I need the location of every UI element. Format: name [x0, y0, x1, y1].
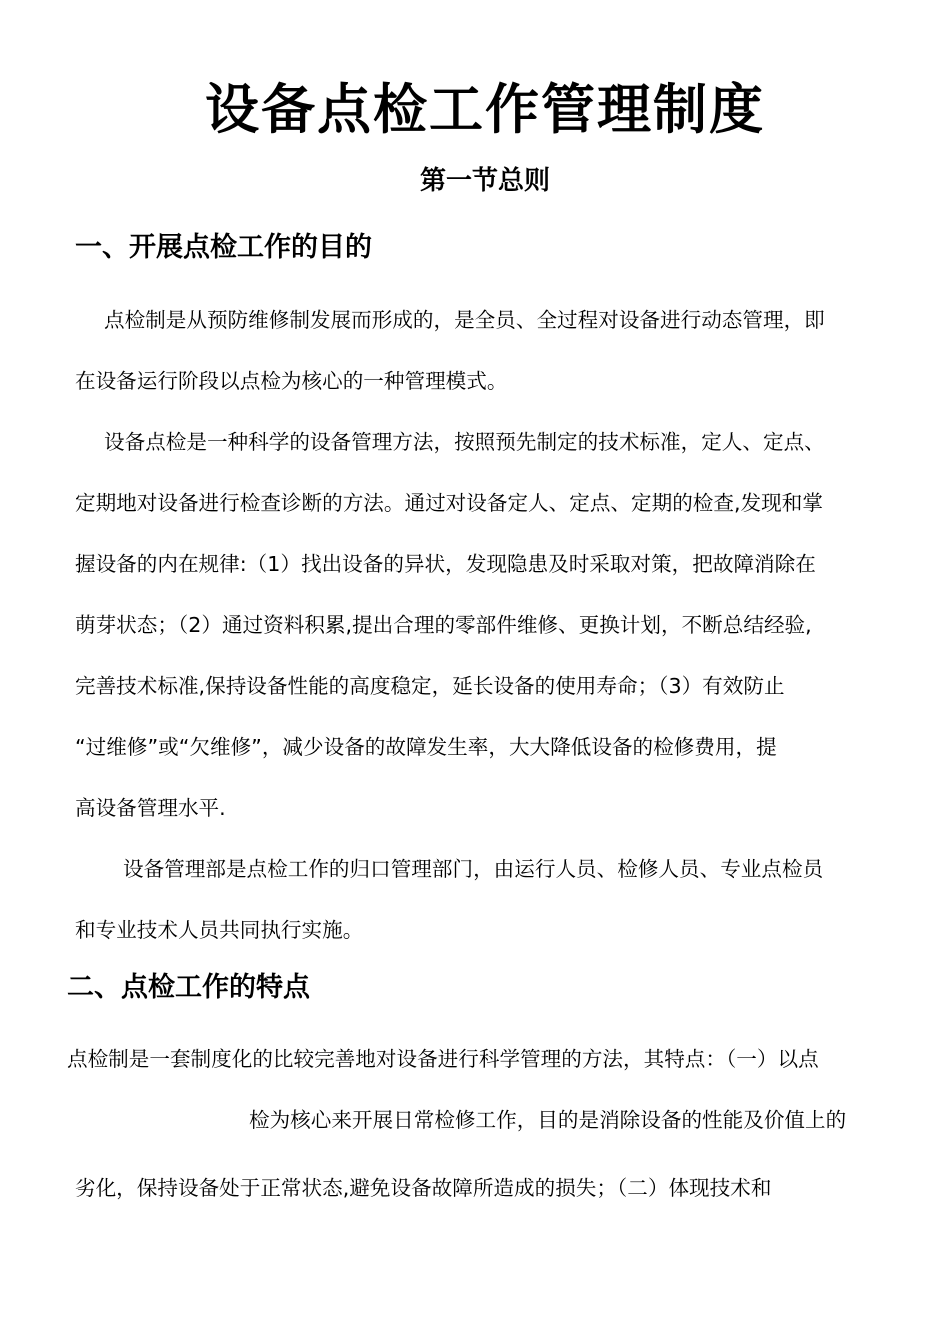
paragraph-line: 设备点检是一种科学的设备管理方法，按照预先制定的技术标准，定人、定点、 [104, 430, 825, 454]
paragraph-line: 握设备的内在规律:（1）找出设备的异状，发现隐患及时采取对策，把故障消除在 [75, 552, 816, 576]
paragraph-line: 检为核心来开展日常检修工作，目的是消除设备的性能及价值上的 [249, 1108, 847, 1132]
paragraph-line: 在设备运行阶段以点检为核心的一种管理模式。 [75, 369, 508, 393]
section2-heading: 二、点检工作的特点 [67, 972, 310, 1003]
paragraph-line: 劣化，保持设备处于正常状态,避免设备故障所造成的损失；（二）体现技术和 [75, 1176, 772, 1200]
paragraph-line: 点检制是从预防维修制发展而形成的，是全员、全过程对设备进行动态管理，即 [104, 308, 825, 332]
document-title: 设备点检工作管理制度 [205, 78, 765, 141]
paragraph-line: 和专业技术人员共同执行实施。 [75, 918, 364, 942]
paragraph-line: 完善技术标准,保持设备性能的高度稳定，延长设备的使用寿命；（3）有效防止 [75, 674, 785, 698]
section-subtitle: 第一节总则 [419, 166, 550, 196]
paragraph-line: 点检制是一套制度化的比较完善地对设备进行科学管理的方法，其特点：（一）以点 [67, 1047, 819, 1071]
section1-heading: 一、开展点检工作的目的 [75, 232, 372, 263]
paragraph-line: 定期地对设备进行检查诊断的方法。通过对设备定人、定点、定期的检查,发现和掌 [75, 491, 823, 515]
paragraph-line: 高设备管理水平. [75, 796, 226, 820]
paragraph-line: “过维修”或“欠维修”，减少设备的故障发生率，大大降低设备的检修费用，提 [75, 735, 777, 759]
paragraph-line: 设备管理部是点检工作的归口管理部门，由运行人员、检修人员、专业点检员 [123, 857, 824, 881]
paragraph-line: 萌芽状态；（2）通过资料积累,提出合理的零部件维修、更换计划，不断总结经验, [75, 613, 812, 637]
